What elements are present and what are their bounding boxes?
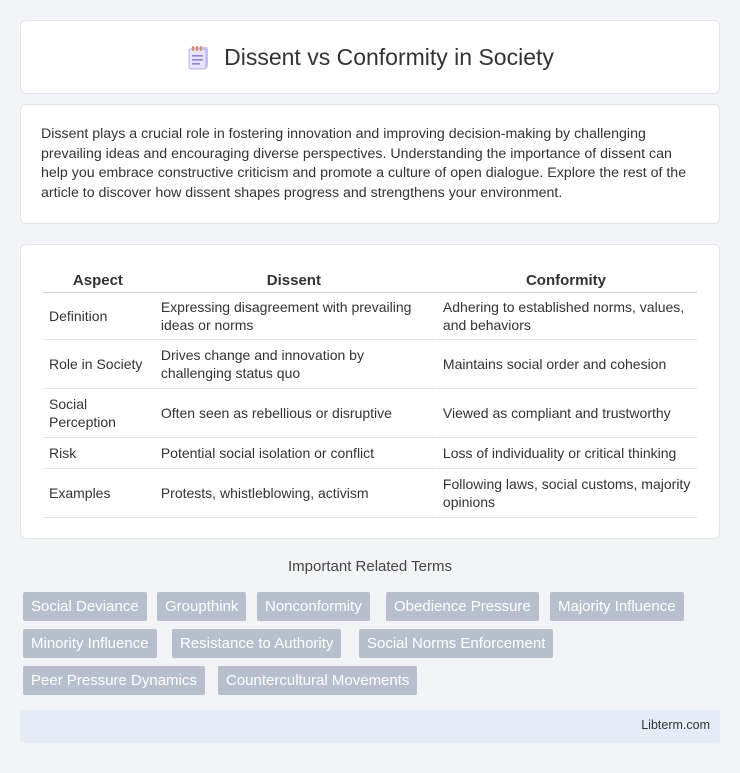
table-row: [43, 389, 697, 438]
tag-social-norms-enforcement[interactable]: Social Norms Enforcement: [359, 629, 553, 658]
tag-social-deviance[interactable]: Social Deviance: [23, 592, 147, 621]
intro-paragraph: Dissent plays a crucial role in fostering innovation and improving decision-making by challenging prevailing ideas and encouraging diverse perspectives. Understanding the importance of dissent can help you embrace constructive criticism and promote a culture of open dialogue. Explore the rest of the article to discover how dissent shapes progress and strengthens your environment.: [41, 126, 687, 201]
tag-countercultural-movements[interactable]: Countercultural Movements: [218, 666, 417, 695]
table-cell: Definition: [43, 293, 153, 340]
table-row: [43, 469, 697, 518]
related-terms-title: Important Related Terms: [288, 558, 452, 575]
table-cell: Maintains social order and cohesion: [435, 340, 697, 389]
header-dissent: Dissent: [153, 265, 435, 293]
table-cell: Risk: [43, 438, 153, 469]
page-title: Dissent vs Conformity in Society: [224, 43, 554, 70]
table-cell: Role in Society: [43, 340, 153, 389]
tag-nonconformity[interactable]: Nonconformity: [257, 592, 370, 621]
table-row: [43, 340, 697, 389]
table-cell: Potential social isolation or conflict: [153, 438, 435, 469]
table-cell: Social Perception: [43, 389, 153, 438]
footer-site-link[interactable]: Libterm.com: [641, 718, 710, 732]
tag-obedience-pressure[interactable]: Obedience Pressure: [386, 592, 539, 621]
tag-resistance-to-authority[interactable]: Resistance to Authority: [172, 629, 341, 658]
tag-groupthink[interactable]: Groupthink: [157, 592, 246, 621]
comparison-table-card: [20, 244, 720, 539]
header-conformity: Conformity: [435, 265, 697, 293]
header-card: [20, 20, 720, 94]
table-cell: Viewed as compliant and trustworthy: [435, 389, 697, 438]
tag-peer-pressure-dynamics[interactable]: Peer Pressure Dynamics: [23, 666, 205, 695]
header-aspect: Aspect: [43, 265, 153, 293]
table-cell: Often seen as rebellious or disruptive: [153, 389, 435, 438]
comparison-table: [43, 265, 697, 518]
footer: [20, 710, 720, 743]
table-cell: Drives change and innovation by challenging status quo: [153, 340, 435, 389]
document-icon: [186, 44, 212, 70]
intro-card: [20, 104, 720, 224]
tag-majority-influence[interactable]: Majority Influence: [550, 592, 684, 621]
table-row: [43, 293, 697, 340]
table-cell: Protests, whistleblowing, activism: [153, 469, 435, 518]
table-row: [43, 438, 697, 469]
table-header-row: [43, 265, 697, 293]
tag-minority-influence[interactable]: Minority Influence: [23, 629, 157, 658]
table-cell: Examples: [43, 469, 153, 518]
title-wrap: [186, 44, 554, 71]
table-cell: Loss of individuality or critical thinking: [435, 438, 697, 469]
table-cell: Adhering to established norms, values, and behaviors: [435, 293, 697, 340]
table-cell: Following laws, social customs, majority opinions: [435, 469, 697, 518]
table-cell: Expressing disagreement with prevailing ideas or norms: [153, 293, 435, 340]
